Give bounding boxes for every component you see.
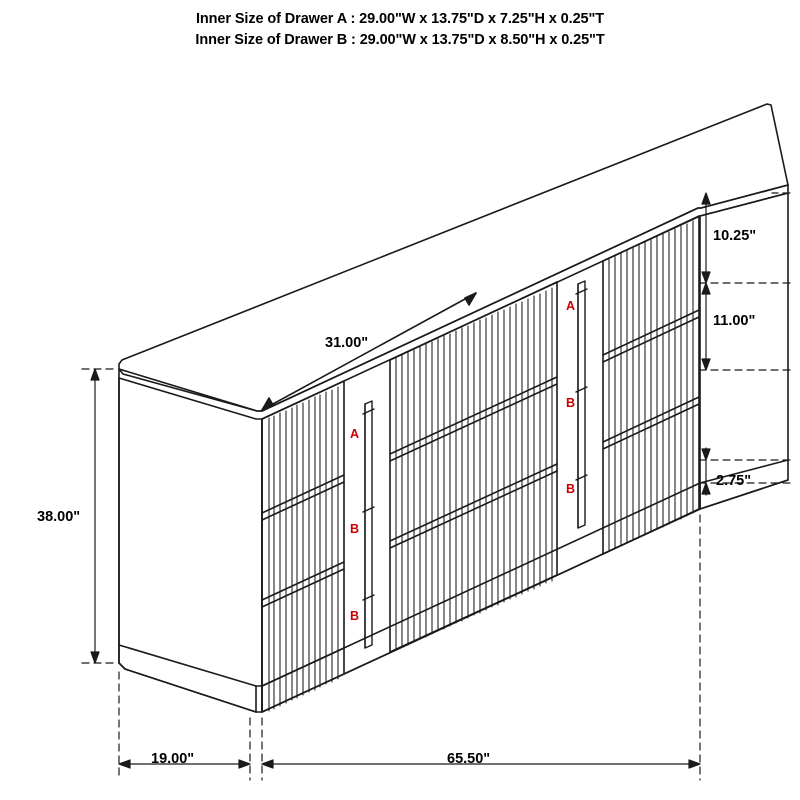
drawer-label-right-b1: B bbox=[566, 396, 576, 410]
drawer-label-left-a: A bbox=[350, 427, 360, 441]
drawer-b-inner-size-note: Inner Size of Drawer B : 29.00"W x 13.75"D x 8.50"H x 0.25"T bbox=[195, 32, 605, 48]
middle-drawer-flutes bbox=[396, 288, 552, 650]
dim-label-width-bottom: 65.50" bbox=[447, 751, 491, 767]
front-face bbox=[262, 216, 700, 712]
left-drawer-flutes bbox=[269, 387, 338, 711]
top-panel-edge bbox=[119, 185, 788, 411]
drawer-label-right-a: A bbox=[566, 299, 576, 313]
drawer-label-right-b2: B bbox=[566, 482, 576, 496]
top-panel bbox=[119, 104, 788, 411]
left-side-bottom bbox=[119, 663, 256, 712]
dim-label-depth-top: 31.00" bbox=[325, 335, 369, 351]
front-face-outline bbox=[119, 378, 262, 712]
dim-label-height-left: 38.00" bbox=[37, 509, 81, 525]
dim-label-mid-right-section: 11.00" bbox=[713, 313, 756, 329]
dim-label-top-right-section: 10.25" bbox=[713, 228, 757, 244]
dim-bottom bbox=[119, 515, 700, 780]
dim-height-left bbox=[80, 369, 113, 663]
top-panel-edge-2 bbox=[119, 185, 788, 419]
drawer-a-inner-size-note: Inner Size of Drawer A : 29.00"W x 13.75"D x 7.25"H x 0.25"T bbox=[195, 11, 605, 27]
drawer-label-left-b2: B bbox=[350, 609, 360, 623]
handle-right-column bbox=[576, 281, 587, 528]
plinth-left bbox=[119, 645, 262, 686]
right-drawer-flutes bbox=[609, 221, 693, 551]
dim-label-depth-bottom: 19.00" bbox=[151, 751, 195, 767]
dim-label-plinth-right: 2.75" bbox=[716, 473, 752, 489]
handle-left-column bbox=[363, 401, 374, 648]
drawer-label-left-b1: B bbox=[350, 522, 360, 536]
